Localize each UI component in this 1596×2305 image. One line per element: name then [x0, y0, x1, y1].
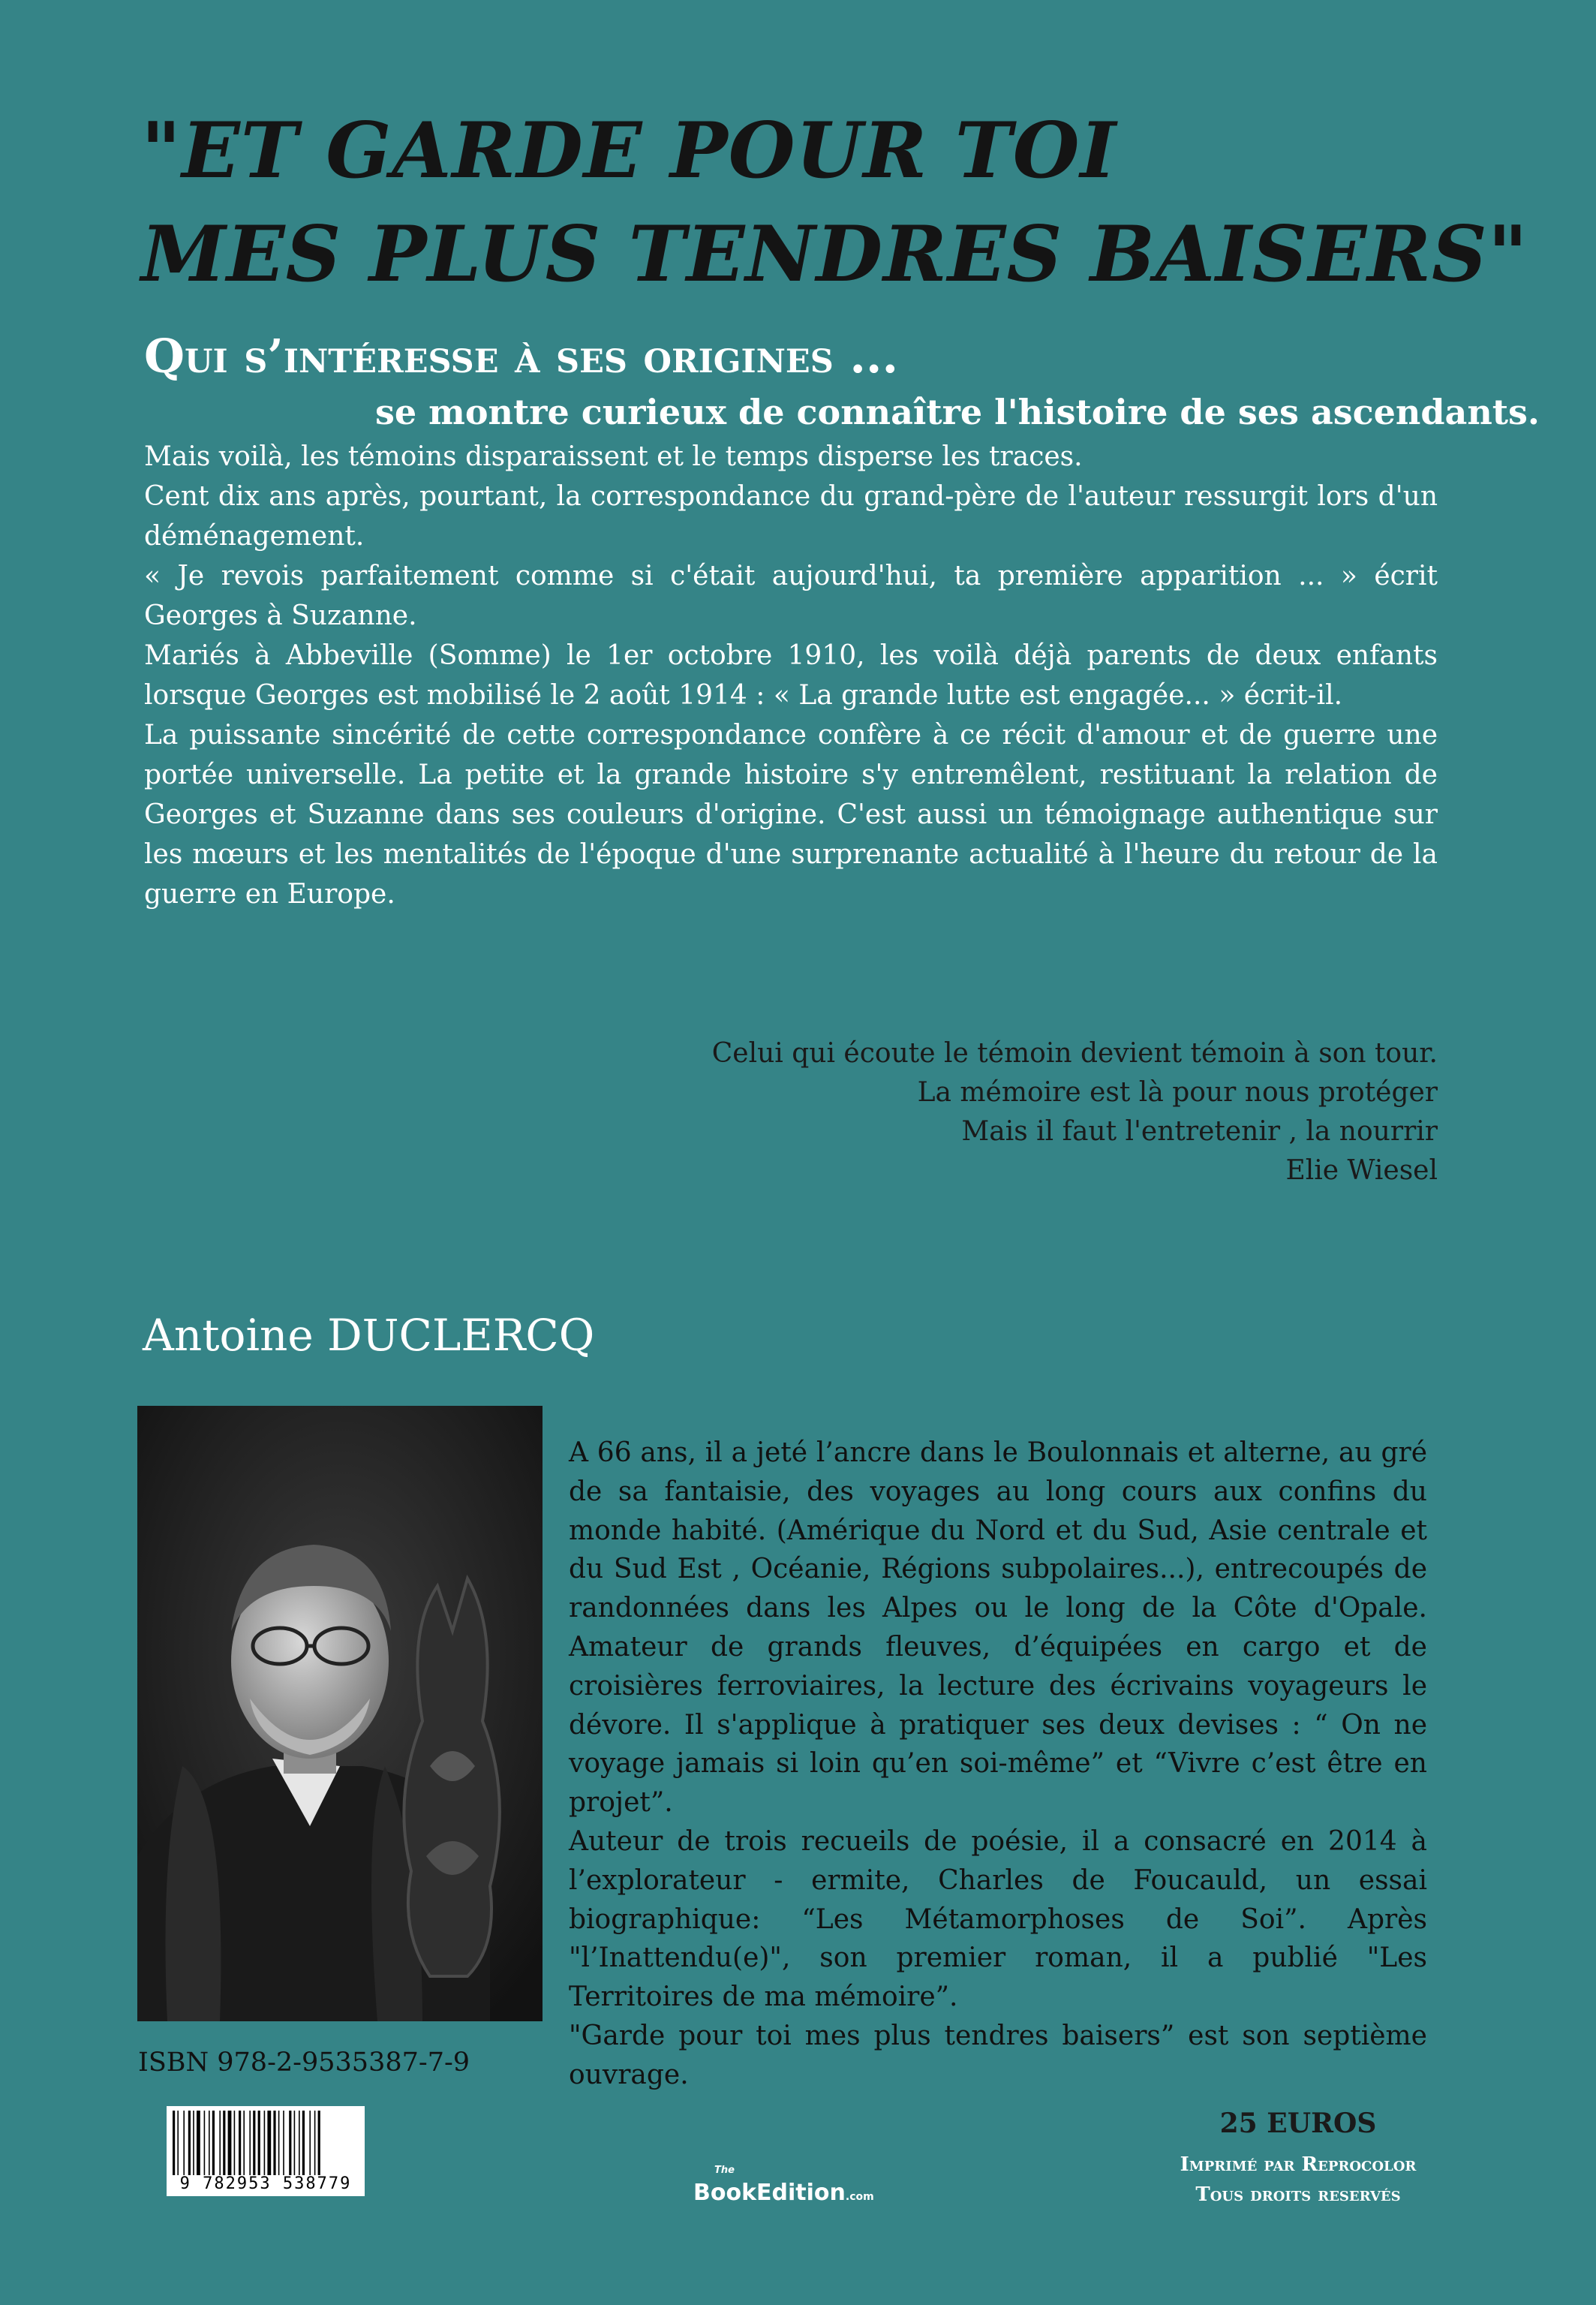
rights-line: Tous droits reservés	[1195, 2183, 1401, 2206]
barcode	[167, 2106, 365, 2196]
author-portrait-image	[137, 1406, 543, 2021]
price: 25 EUROS	[1219, 2108, 1377, 2139]
quote-line: Mais il faut l'entretenir , la nourrir	[961, 1116, 1438, 1147]
lead-heading: Qui s’intéresse à ses origines ...	[144, 329, 899, 384]
printer-line: Imprimé par Reprocolor	[1180, 2153, 1417, 2176]
quote-attribution: Elie Wiesel	[1285, 1155, 1438, 1186]
quote-line: Celui qui écoute le témoin devient témoin à son tour.	[711, 1038, 1438, 1069]
logo-suffix: .com	[845, 2191, 874, 2203]
logo-prefix: The	[714, 2165, 735, 2176]
author-bio	[569, 1434, 1427, 2095]
bio-paragraph: A 66 ans, il a jeté l’ancre dans le Boulonnais et alterne, au gré de sa fantaisie, des voyages au long cours aux confins du monde habité. (Amérique du Nord et du Sud, Asie centrale et du Sud Est , Océanie, Régions subpolaires...), entrecoupés de randonnées dans les Alpes ou le long de la Côte d'Opale. Amateur de grands fleuves, d’équipées en cargo et de croisières ferroviaires, la lecture des écrivains voyageurs le dévore. Il s'applique à pratiquer ses deux devises : “ On ne voyage jamais si loin qu’en soi-même” et “Vivre c’est être en projet”.	[569, 1437, 1427, 1819]
synopsis-paragraph: « Je revois parfaitement comme si c'était aujourd'hui, ta première apparition ... » écrit Georges à Suzanne.	[144, 561, 1438, 631]
publisher-logo	[693, 2165, 874, 2206]
barcode-number: 9 782953 538779	[179, 2174, 352, 2193]
printer-info	[1096, 2150, 1501, 2210]
synopsis-paragraph: Cent dix ans après, pourtant, la correspondance du grand-père de l'auteur ressurgit lors d'un déménagement.	[144, 481, 1438, 552]
synopsis-paragraph: Mais voilà, les témoins disparaissent et le temps disperse les traces.	[144, 441, 1083, 472]
bio-paragraph: Auteur de trois recueils de poésie, il a consacré en 2014 à l’explorateur - ermite, Charles de Foucauld, un essai biographique: “Les Métamorphoses de Soi”. Après "l’Inattendu(e)", son premier roman, il a publié "Les Territoires de ma mémoire”.	[569, 1825, 1427, 2013]
title-line-1: "ET GARDE POUR TOI	[141, 106, 1117, 196]
synopsis-paragraph: Mariés à Abbeville (Somme) le 1er octobre 1910, les voilà déjà parents de deux enfants lorsque Georges est mobilisé le 2 août 1914 : « La grande lutte est engagée... » écrit-il.	[144, 640, 1438, 711]
author-photo	[137, 1406, 543, 2021]
epigraph-quote	[712, 1034, 1438, 1190]
synopsis-paragraph: La puissante sincérité de cette correspondance confère à ce récit d'amour et de guerre une portée universelle. La petite et la grande histoire s'y entremêlent, restituant la relation de Georges et Suzanne dans ses couleurs d'origine. C'est aussi un témoignage authentique sur les mœurs et les mentalités de l'époque d'une surprenante actualité à l'heure du retour de la guerre en Europe.	[144, 720, 1438, 910]
title-line-2: MES PLUS TENDRES BAISERS"	[141, 209, 1528, 299]
lead-subheading: se montre curieux de connaître l'histoire de ses ascendants.	[375, 392, 1540, 432]
synopsis	[144, 437, 1438, 914]
quote-line: La mémoire est là pour nous protéger	[917, 1077, 1438, 1108]
logo-name: BookEdition	[693, 2180, 846, 2206]
isbn: ISBN 978-2-9535387-7-9	[138, 2048, 470, 2078]
barcode-bars	[167, 2111, 365, 2180]
author-name: Antoine DUCLERCQ	[143, 1310, 595, 1361]
bio-paragraph: "Garde pour toi mes plus tendres baisers” est son septième ouvrage.	[569, 2020, 1427, 2090]
